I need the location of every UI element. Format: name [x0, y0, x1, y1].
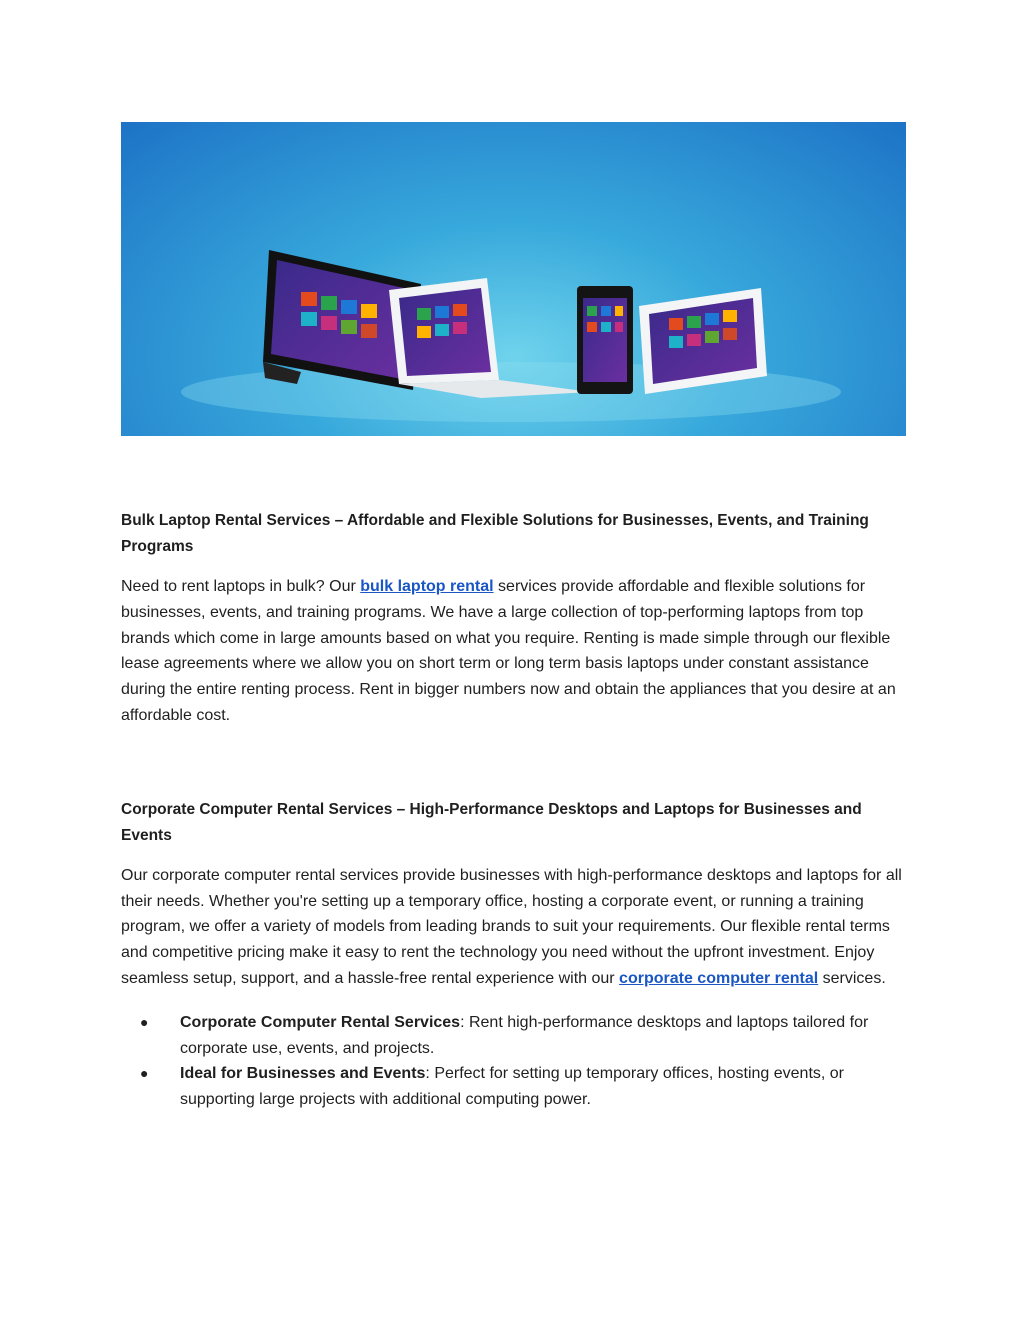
- section2-text-before-link: Our corporate computer rental services provide businesses with high-performance desktops and laptops for all their needs. Whether you're setting up a temporary office, hosting a corporate event, or running a training program, we offer a variety of models from leading brands to suit your requirements. Our flexible rental terms and competitive pricing make it easy to rent the technology you need without the upfront investment. Enjoy seamless setup, support, and a hassle-free rental experience with our: [121, 866, 902, 987]
- list-item: [121, 1061, 911, 1113]
- bulk-laptop-rental-link[interactable]: bulk laptop rental: [360, 578, 494, 595]
- tablet-icon: [577, 286, 633, 394]
- list-item-title: Ideal for Businesses and Events: [180, 1065, 426, 1083]
- section2-paragraph: [121, 863, 911, 992]
- section1-paragraph: [121, 574, 911, 729]
- list-item-text: : Rent high-performance desktops and laptops tailored for corporate use, events, and projects.: [180, 1013, 869, 1057]
- feature-list: [121, 1010, 911, 1113]
- section1-heading: Bulk Laptop Rental Services – Affordable and Flexible Solutions for Businesses, Events, and Training Programs: [121, 512, 869, 555]
- section-spacer: [121, 729, 911, 797]
- section1-text-before-link: Need to rent laptops in bulk? Our: [121, 578, 361, 595]
- section2-text-after-link: services.: [818, 969, 886, 987]
- hero-image: [121, 122, 906, 436]
- convertible-laptop-icon: [639, 288, 767, 394]
- bullet-icon: ●: [140, 1065, 149, 1082]
- section1-text-after-link: services provide affordable and flexible solutions for businesses, events, and training programs. We have a large collection of top-performing laptops from top brands which come in large amounts based on what you require. Renting is made simple through our flexible lease agreements where we allow you on short term or long term basis laptops under constant assistance during the entire renting process. Rent in bigger numbers now and obtain the appliances that you desire at an affordable cost.: [121, 578, 896, 724]
- document-body: [121, 508, 911, 1113]
- bullet-icon: ●: [140, 1013, 149, 1030]
- list-item: [121, 1010, 911, 1062]
- corporate-computer-rental-link[interactable]: corporate computer rental: [619, 969, 819, 987]
- devices-illustration-icon: [121, 122, 906, 436]
- list-item-title: Corporate Computer Rental Services: [180, 1013, 461, 1031]
- section2-heading: Corporate Computer Rental Services – High-Performance Desktops and Laptops for Businesses and Events: [121, 800, 862, 844]
- list-item-text: : Perfect for setting up temporary offices, hosting events, or supporting large projects with additional computing power.: [180, 1065, 844, 1109]
